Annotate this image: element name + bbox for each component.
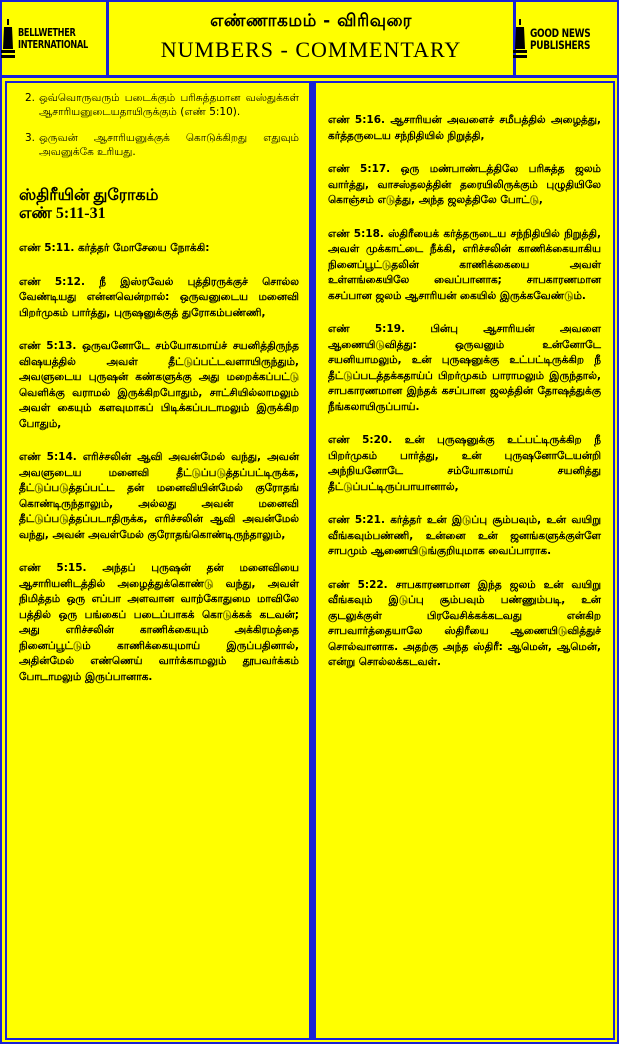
verse: எண் 5:11. கர்த்தர் மோசேயை நோக்கி:: [19, 242, 210, 254]
point-text: ஒவ்வொருவரும் படைக்கும் பரிசுத்தமான வஸ்துக்கள் ஆசாரியனுடையதாயிருக்கும் (எண் 5:10).: [39, 92, 299, 118]
verse: எண் 5:14. எரிச்சலின் ஆவி அவன்மேல் வந்து, அவன் அவளுடைய மனைவி தீட்டுப்படுத்தப்பட்டிருக்க, தீட்டுப்படுத்தப்பட்ட தன் மனைவியின்மேல் குரோதங் கொண்டிருந்தாலும், அல்லது அவன் மனைவி தீட்டுப்படுத்தப்படாதிருக்க, எரிச்சலின் ஆவி அவன்மேல் வந்து, அவன் அவள்மேல் குரோதங்கொண்டிருந்தாலும்,: [19, 451, 299, 541]
verse: எண் 5:21. கர்த்தர் உன் இடுப்பு சூம்பவும், உன் வயிறு வீங்கவும்பண்ணி, உன்னை உன் ஜனங்களுக்குள்ளே சாபமும் ஆணையிடுங்குறியுமாக வைப்பாராக.: [328, 514, 601, 557]
section-reference: எண் 5:11-31: [19, 205, 106, 222]
list-item: [19, 131, 299, 159]
verse: எண் 5:17. ஒரு மண்பாண்டத்திலே பரிசுத்த ஜலம் வார்த்து, வாசஸ்தலத்தின் தரையிலிருக்கும் புழுதியிலே கொஞ்சம் எடுத்து, அந்த ஜலத்திலே போட்டு,: [328, 163, 601, 206]
left-column: [5, 81, 311, 1040]
bellwether-logo: [2, 2, 109, 75]
bell-icon-right: [513, 19, 527, 59]
section-title: ஸ்திரீயின் துரோகம்: [19, 187, 159, 204]
point-number: 2.: [25, 92, 36, 104]
verse: எண் 5:19. பின்பு ஆசாரியன் அவளை ஆணையிடுவித்து: ஒருவனும் உன்னோடே சயனியாமலும், உன் புருஷனுக்கு உட்பட்டிருக்கிற நீ தீட்டுப்படத்தக்கதாய்ப் பிறர்முகம் பாராமலும் இருந்தால், சாபகாரணமான இந்தக் கசப்பான ஜலத்தின் தோஷத்துக்கு நீங்கலாயிருப்பாய்.: [328, 323, 601, 413]
verse: எண் 5:22. சாபகாரணமான இந்த ஜலம் உன் வயிறு வீங்கவும் இடுப்பு சூம்பவும் பண்ணும்படி, உன் குடலுக்குள் பிரவேசிக்கக்கடவது என்கிற சாபவார்த்தையாலே ஸ்திரீயை ஆணையிடுவித்துச் சொல்வானாக. அதற்கு அந்த ஸ்திரீ: ஆமென், ஆமென், என்று சொல்லக்கடவள்.: [328, 578, 601, 668]
title-box: [109, 2, 513, 75]
verse: எண் 5:12. நீ இஸ்ரவேல் புத்திரருக்குச் சொல்ல வேண்டியது என்னவென்றால்: ஒருவனுடைய மனைவி பிறர்முகம் பார்த்து, புருஷனுக்குத் துரோகம்பண்ணி,: [19, 275, 299, 319]
point-text: ஒருவன் ஆசாரியனுக்குக் கொடுக்கிறது எதுவும் அவனுக்கே உரியது.: [39, 132, 299, 158]
points-list: [19, 91, 299, 159]
verse: எண் 5:18. ஸ்திரீயைக் கர்த்தருடைய சந்நிதியில் நிறுத்தி, அவள் முக்காட்டை நீக்கி, எரிச்சலின் காணிக்கையாகிய நினைப்பூட்டுதலின் காணிக்கையை அவள் உள்ளங்கையிலே வைப்பானாக; சாபகாரணமான கசப்பான ஜலம் ஆசாரியன் கையில் இருக்கவேண்டும்.: [328, 227, 601, 302]
verse: எண் 5:16. ஆசாரியன் அவளைச் சமீபத்தில் அழைத்து, கர்த்தருடைய சந்நிதியில் நிறுத்தி,: [328, 114, 601, 142]
verse: எண் 5:15. அந்தப் புருஷன் தன் மனைவியை ஆசாரியனிடத்தில் அழைத்துக்கொண்டு வந்து, அவள் நிமித்தம் ஒரு எப்பா அளவான வாற்கோதுமை மாவிலே பத்தில் ஒரு பங்கைப் படைப்பாகக் கொடுக்கக் கடவன்; அது எரிச்சலின் காணிக்கையும் அக்கிரமத்தை நினைப்பூட்டும் காணிக்கையுமாய் இருப்பதினால், அதின்மேல் எண்ணெய் வார்க்காமலும் தூபவர்க்கம் போடாமலும் இருப்பானாக.: [19, 562, 299, 683]
title-english: NUMBERS - COMMENTARY: [160, 37, 462, 62]
verse: எண் 5:20. உன் புருஷனுக்கு உட்பட்டிருக்கிற நீ பிறர்முகம் பார்த்து, உன் புருஷனோடேயன்றி அந்நியனோடே சம்யோகமாய் சயனித்து தீட்டுப்பட்டிருப்பாயானால்,: [328, 434, 601, 493]
point-number: 3.: [25, 132, 36, 144]
bellwether-logo-text: BELLWETHER INTERNATIONAL: [17, 26, 88, 51]
right-column: [314, 81, 615, 1040]
header: [2, 2, 617, 78]
title-tamil: எண்ணாகமம் - விரிவுரை: [210, 11, 412, 31]
bell-icon: [1, 19, 15, 59]
good-news-logo: [513, 2, 617, 75]
list-item: [19, 91, 299, 119]
verse: எண் 5:13. ஒருவனோடே சம்யோகமாய்ச் சயனித்திருந்த விஷயத்தில் அவள் தீட்டுப்பட்டவளாயிருந்தும், அவளுடைய புருஷன் கண்களுக்கு அது மறைக்கப்பட்டு வெளிக்கு வராமல் இருக்கிறபோதும், சாட்சியில்லாமலும் அவள் கையும் களவுமாகப் பிடிக்கப்படாமலும் இருக்கிற போதும்,: [19, 340, 299, 430]
good-news-logo-text: GOOD NEWS PUBLISHERS: [530, 25, 591, 52]
section-heading: [19, 187, 299, 223]
